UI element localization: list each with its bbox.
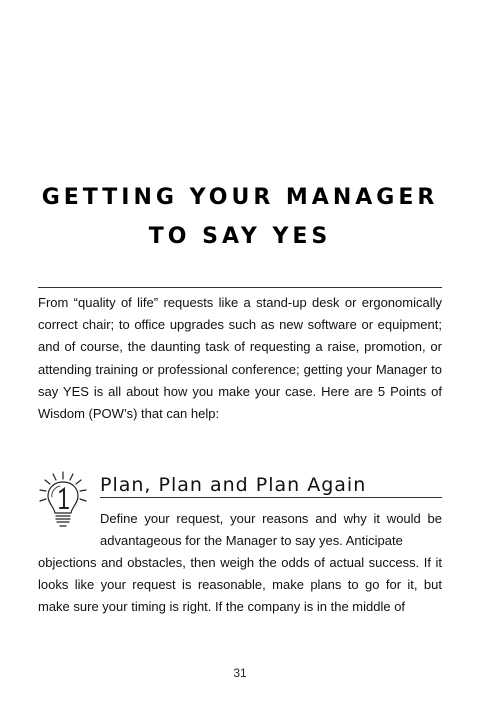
lightbulb-number-1-icon [36, 470, 90, 536]
section-paragraph-indented: Define your request, your reasons and why it would be advantageous for the Manager to say yes. Anticipate [100, 511, 442, 549]
chapter-title-line-1: GETTING YOUR MANAGER [41, 185, 439, 210]
title-divider [38, 287, 442, 288]
page-number: 31 [233, 666, 247, 680]
section-heading: Plan, Plan and Plan Again [100, 474, 367, 496]
section-heading-divider [100, 497, 442, 498]
section-paragraph-continued: objections and obstacles, then weigh the odds of actual success. If it looks like your request is reasonable, make plans to go for it, but make sure your timing is right. If the company is in the middle of [38, 555, 442, 615]
intro-paragraph: From “quality of life” requests like a stand-up desk or ergonomically correct chair; to office upgrades such as new software or equipment; and of course, the daunting task of requesting a raise, promotion, or attending training or professional conference; getting your Manager to say YES is all about how you make your case. Here are 5 Points of Wisdom (POW’s) that can help: [38, 295, 442, 422]
chapter-title-line-2: TO SAY YES [148, 224, 332, 249]
